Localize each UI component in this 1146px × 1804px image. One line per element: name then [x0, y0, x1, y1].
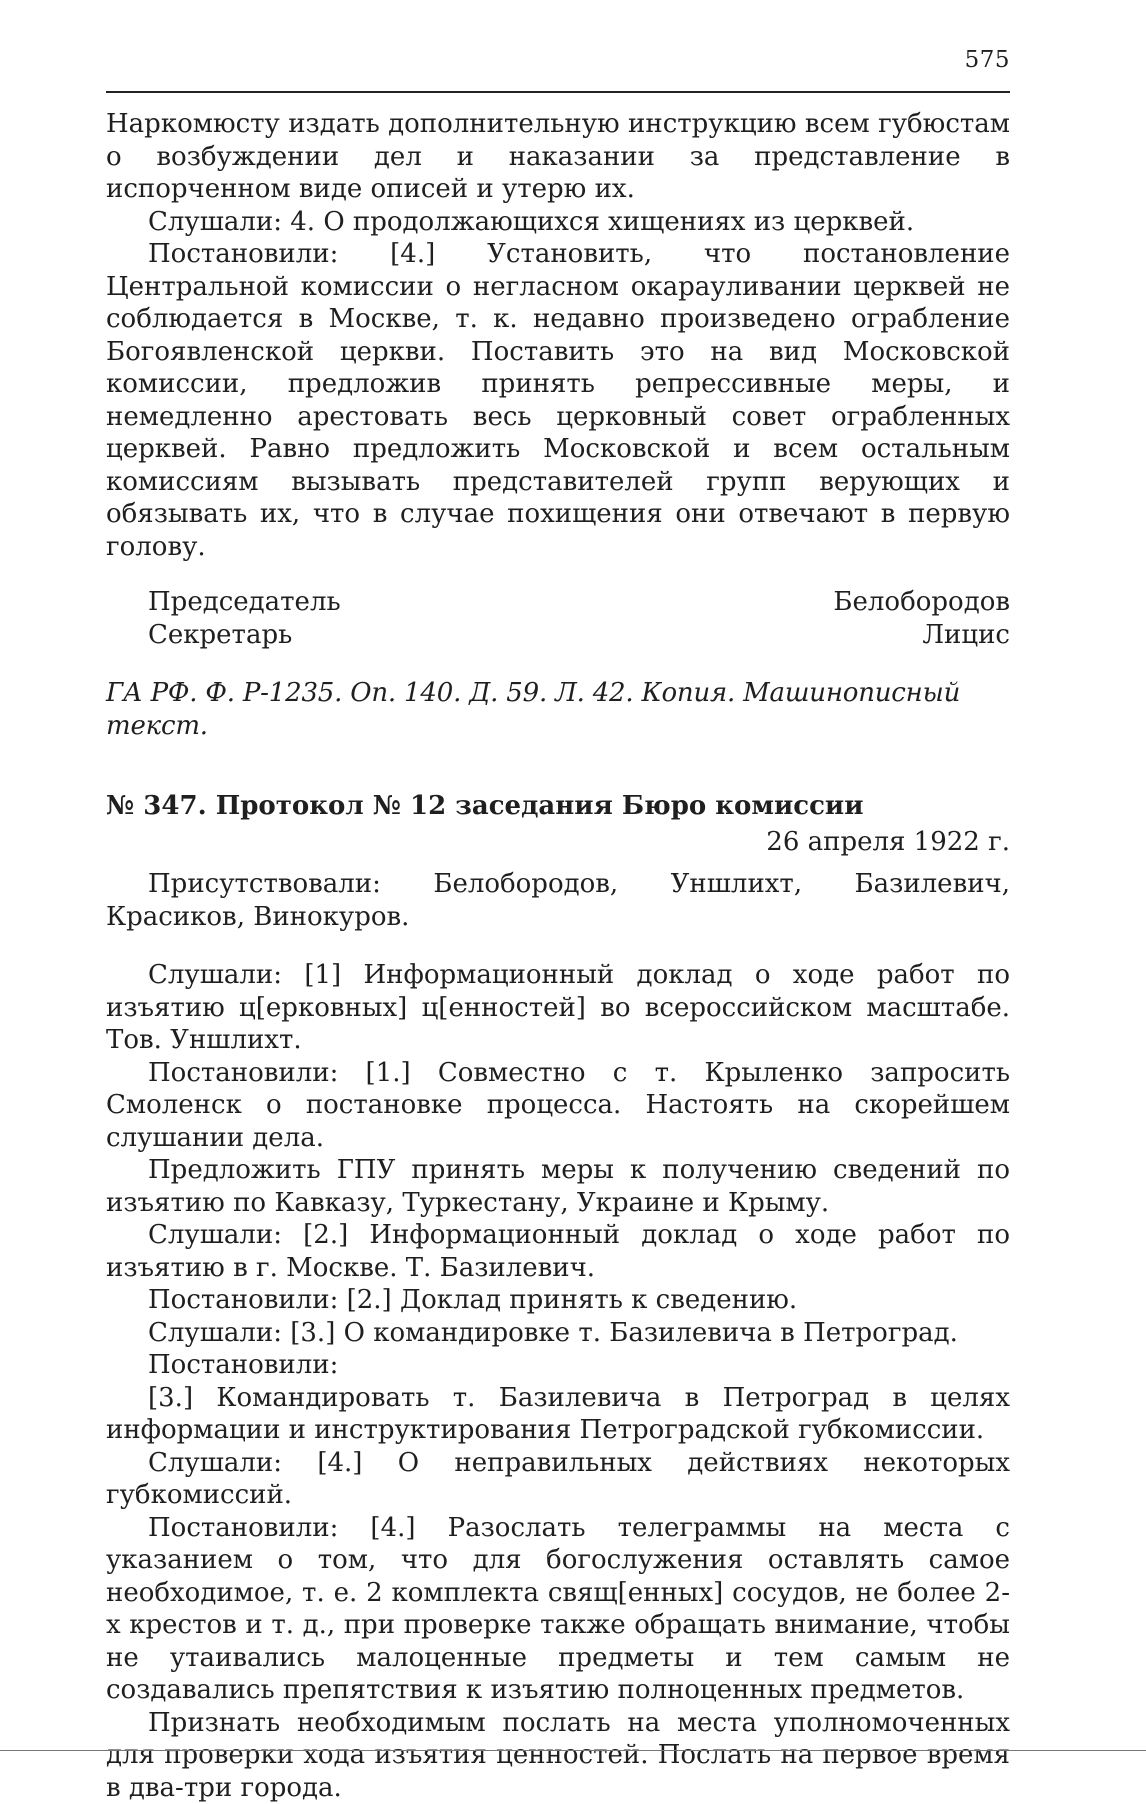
- paragraph: Предложить ГПУ принять меры к получению сведений по изъятию по Кавказу, Туркестану, Украине и Крыму.: [106, 1154, 1010, 1219]
- signature-name: Белобородов: [833, 586, 1010, 619]
- page-bottom-edge: [0, 1750, 1146, 1751]
- signature-role: Председатель: [148, 586, 341, 619]
- paragraph: Постановили: [1.] Совместно с т. Крыленко запросить Смоленск о постановке процесса. Настоять на скорейшем слушании дела.: [106, 1057, 1010, 1155]
- attendees: Присутствовали: Белобородов, Уншлихт, Базилевич, Красиков, Винокуров.: [106, 868, 1010, 933]
- paragraph: Постановили: [4.] Установить, что постановление Центральной комиссии о негласном окарауливании церквей не соблюдается в Москве, т. к. недавно произведено ограбление Богоявленской церкви. Поставить это на вид Московской комиссии, предложив принять репрессивные меры, и немедленно арестовать весь церковный совет ограбленных церквей. Равно предложить Московской и всем остальным комиссиям вызывать представителей групп верующих и обязывать их, что в случае похищения они отвечают в первую голову.: [106, 238, 1010, 563]
- paragraph: Слушали: [2.] Информационный доклад о ходе работ по изъятию в г. Москве. Т. Базилевич.: [106, 1219, 1010, 1284]
- paragraph: Слушали: [1] Информационный доклад о ходе работ по изъятию ц[ерковных] ц[енностей] во всероссийском масштабе. Тов. Уншлихт.: [106, 959, 1010, 1057]
- paragraph: Постановили:: [106, 1349, 1010, 1382]
- page-number: 575: [965, 47, 1010, 73]
- page-content: [106, 108, 1010, 1804]
- paragraph: Признать необходимым послать на места уполномоченных для проверки хода изъятия ценностей. Послать на первое время в два-три города.: [106, 1707, 1010, 1804]
- signature-name: Лицис: [922, 619, 1010, 652]
- document-heading: № 347. Протокол № 12 заседания Бюро комиссии: [106, 790, 1010, 823]
- header-rule: [106, 91, 1010, 93]
- paragraph: Постановили: [4.] Разослать телеграммы на места с указанием о том, что для богослужения оставлять самое необходимое, т. е. 2 комплекта свящ[енных] сосудов, не более 2-х крестов и т. д., при проверке также обращать внимание, чтобы не утаивались малоценные предметы и тем самым не создавались препятствия к изъятию полноценных предметов.: [106, 1512, 1010, 1707]
- signature-block: [106, 586, 1010, 651]
- document-date: 26 апреля 1922 г.: [106, 826, 1010, 859]
- archive-reference: ГА РФ. Ф. Р-1235. Оп. 140. Д. 59. Л. 42. Копия. Машинописный текст.: [106, 677, 1010, 742]
- paragraph: Постановили: [2.] Доклад принять к сведению.: [106, 1284, 1010, 1317]
- signature-row: [148, 586, 1010, 619]
- signature-row: [148, 619, 1010, 652]
- paragraph: Наркомюсту издать дополнительную инструкцию всем губюстам о возбуждении дел и наказании за представление в испорченном виде описей и утерю их.: [106, 108, 1010, 206]
- paragraph: Слушали: [3.] О командировке т. Базилевича в Петроград.: [106, 1317, 1010, 1350]
- paragraph: Слушали: 4. О продолжающихся хищениях из церквей.: [106, 206, 1010, 239]
- paragraph: Слушали: [4.] О неправильных действиях некоторых губкомиссий.: [106, 1447, 1010, 1512]
- paragraph: [3.] Командировать т. Базилевича в Петроград в целях информации и инструктирования Петроградской губкомиссии.: [106, 1382, 1010, 1447]
- signature-role: Секретарь: [148, 619, 292, 652]
